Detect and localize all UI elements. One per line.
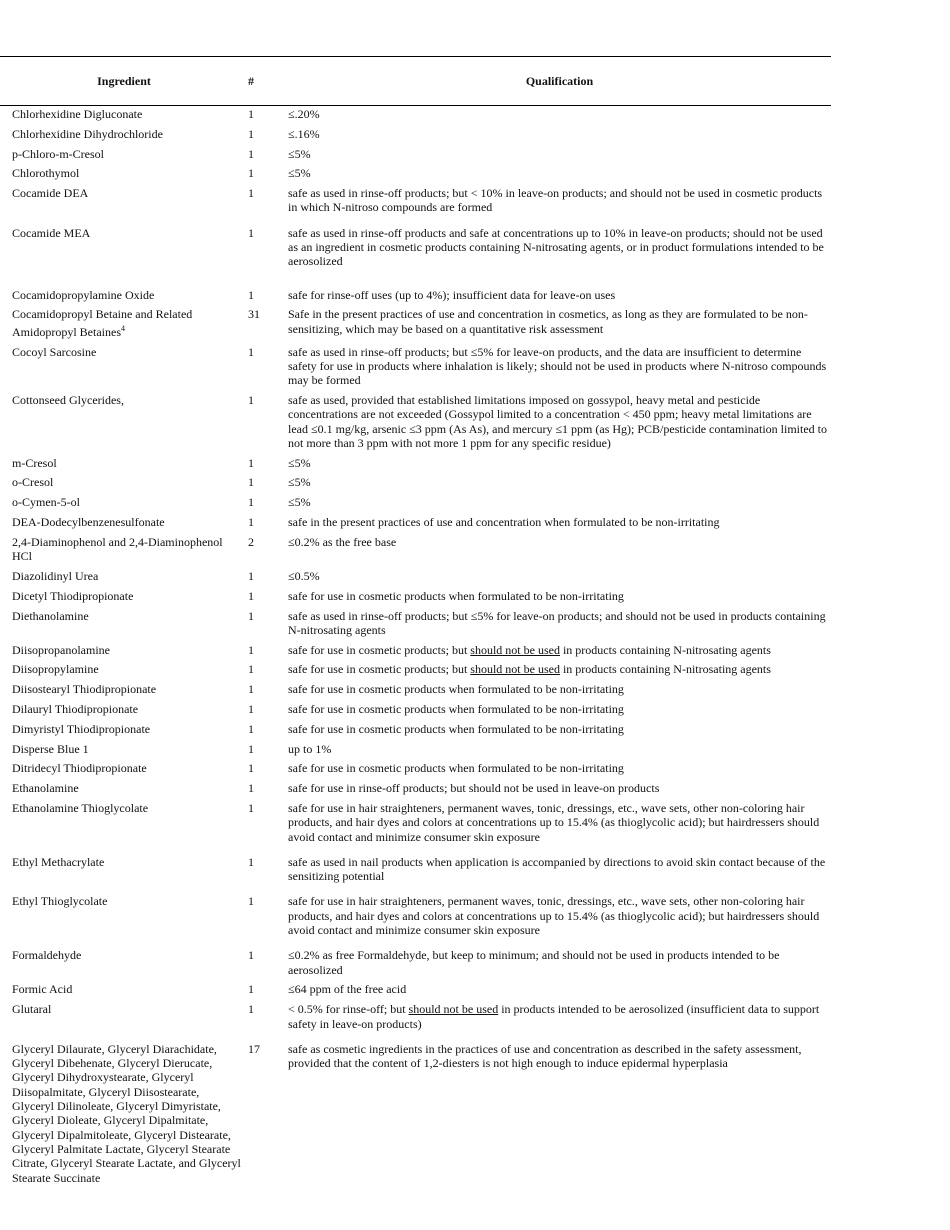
ingredient-name: Disperse Blue 1	[12, 741, 89, 756]
qualification-text: in products containing N-nitrosating agents	[559, 662, 771, 677]
qualification-cell: ≤0.2% as free Formaldehyde, but keep to minimum; and should not be used in products intended to be aerosolized	[288, 948, 780, 977]
qualification-cell	[288, 1001, 831, 1041]
qualification-cell: safe for use in cosmetic products when formulated to be non-irritating	[288, 721, 624, 736]
qualification-cell: safe as used in rinse-off products and safe at concentrations up to 10% in leave-on products; should not be used as an ingredient in cosmetic products containing N-nitrosating agents, or in product formulations intended to be aerosolized	[288, 225, 824, 269]
table-header	[0, 57, 831, 106]
table-row	[0, 800, 831, 854]
qualification-cell: safe for use in rinse-off products; but should not be used in leave-on products	[288, 781, 660, 796]
table-row	[0, 514, 831, 534]
header-row	[0, 57, 831, 106]
ingredient-name: o-Cresol	[12, 475, 54, 490]
number-cell: 1	[248, 455, 254, 470]
ingredient-name: Diisopropylamine	[12, 662, 99, 677]
qualification-cell: ≤5%	[288, 475, 311, 490]
ingredient-cell	[0, 534, 248, 568]
table-row	[0, 701, 831, 721]
ingredient-name: Glutaral	[12, 1002, 52, 1017]
qualification-cell: safe for use in cosmetic products when formulated to be non-irritating	[288, 761, 624, 776]
ingredient-name: Diisostearyl Thiodipropionate	[12, 682, 157, 697]
number-cell: 1	[248, 107, 254, 121]
qualification-cell: safe for use in hair straighteners, permanent waves, tonic, dressings, etc., wave sets, other non-coloring hair products, and hair dyes and colors at concentrations up to 15.4% (as thioglycolic acid); but hairdressers should avoid contact and minimize consumer skin exposure	[288, 894, 820, 938]
ingredient-cell	[0, 287, 248, 307]
number-cell: 1	[248, 702, 254, 716]
qualification-cell: safe as used in nail products when application is accompanied by directions to avoid skin contact because of the sensitizing potential	[288, 854, 826, 884]
table-body	[0, 106, 831, 1190]
table-row	[0, 474, 831, 494]
ingredient-cell	[0, 701, 248, 721]
ingredient-cell	[0, 185, 248, 225]
number-cell: 1	[248, 741, 254, 756]
number-cell: 1	[248, 568, 254, 583]
ingredient-cell	[0, 568, 248, 588]
qualification-text: safe for use in cosmetic products; but	[288, 662, 471, 677]
table-row	[0, 608, 831, 642]
ingredient-cell	[0, 981, 248, 1001]
ingredient-name: Dilauryl Thiodipropionate	[12, 702, 139, 716]
ingredient-cell	[0, 760, 248, 780]
ingredient-cell	[0, 947, 248, 981]
table-row	[0, 126, 831, 146]
number-cell: 1	[248, 392, 254, 407]
qualification-cell: ≤.16%	[288, 126, 320, 141]
ingredient-cell	[0, 455, 248, 475]
ingredient-cell	[0, 392, 248, 455]
ingredient-cell	[0, 741, 248, 761]
ingredient-name: Diisopropanolamine	[12, 642, 110, 657]
number-cell: 1	[248, 166, 254, 181]
number-cell: 1	[248, 948, 254, 963]
ingredient-name: Ethyl Thioglycolate	[12, 894, 108, 909]
number-cell: 1	[248, 186, 254, 201]
table-row	[0, 534, 831, 568]
ingredient-name: Ethanolamine	[12, 781, 79, 796]
table-row	[0, 721, 831, 741]
ingredient-name: p-Chloro-m-Cresol	[12, 146, 104, 161]
ingredient-cell	[0, 780, 248, 800]
number-cell: 1	[248, 608, 254, 623]
ingredient-cell	[0, 721, 248, 741]
table-row	[0, 893, 831, 947]
header-qualification: Qualification	[288, 57, 831, 106]
number-cell: 1	[248, 894, 254, 909]
qualification-cell: safe in the present practices of use and concentration when formulated to be non-irritating	[288, 515, 720, 530]
number-cell: 1	[248, 588, 254, 603]
table-row	[0, 1001, 831, 1041]
table-row	[0, 854, 831, 894]
table-row	[0, 760, 831, 780]
qualification-cell: up to 1%	[288, 741, 332, 756]
qualification-cell	[288, 642, 831, 662]
ingredient-qualification-table	[0, 56, 831, 1189]
ingredient-cell	[0, 514, 248, 534]
ingredient-cell	[0, 126, 248, 146]
ingredient-name: Dimyristyl Thiodipropionate	[12, 721, 151, 736]
number-cell: 1	[248, 800, 254, 815]
table-row	[0, 225, 831, 287]
qualification-cell: ≤5%	[288, 455, 311, 470]
table-row	[0, 392, 831, 455]
number-cell: 1	[248, 642, 254, 657]
number-cell: 1	[248, 1002, 254, 1017]
qualification-emphasis: should not be used	[470, 642, 560, 657]
qualification-cell: safe as used in rinse-off products; but < 10% in leave-on products; and should not be used in cosmetic products in which N-nitroso compounds are formed	[288, 186, 823, 215]
number-cell: 1	[248, 495, 254, 510]
ingredient-name: m-Cresol	[12, 455, 57, 470]
ingredient-cell	[0, 106, 248, 126]
table-row	[0, 306, 831, 343]
ingredient-cell	[0, 165, 248, 185]
number-cell: 1	[248, 126, 254, 141]
header-number: #	[248, 57, 288, 106]
number-cell: 1	[248, 682, 254, 697]
qualification-cell: ≤5%	[288, 166, 311, 181]
footnote-marker: 4	[120, 323, 125, 333]
qualification-cell: ≤0.2% as the free base	[288, 534, 397, 549]
ingredient-name: Chlorothymol	[12, 166, 80, 181]
ingredient-name: Formic Acid	[12, 982, 73, 997]
ingredient-name: Cocamide DEA	[12, 186, 89, 201]
qualification-text: safe for use in cosmetic products; but	[288, 642, 471, 657]
qualification-cell: ≤0.5%	[288, 568, 320, 583]
qualification-cell: safe for use in cosmetic products when formulated to be non-irritating	[288, 702, 624, 716]
qualification-cell	[288, 661, 831, 681]
ingredient-cell	[0, 344, 248, 392]
number-cell: 17	[248, 1041, 260, 1056]
ingredient-name: Formaldehyde	[12, 948, 82, 963]
ingredient-cell	[0, 225, 248, 287]
ingredient-cell	[0, 306, 248, 343]
qualification-emphasis: should not be used	[470, 662, 560, 677]
ingredient-name: Dicetyl Thiodipropionate	[12, 588, 134, 603]
qualification-cell: ≤.20%	[288, 107, 320, 121]
number-cell: 1	[248, 982, 254, 997]
number-cell: 1	[248, 515, 254, 530]
table-row	[0, 780, 831, 800]
ingredient-cell	[0, 474, 248, 494]
number-cell: 31	[248, 307, 260, 322]
number-cell: 1	[248, 781, 254, 796]
qualification-cell: safe as used, provided that established limitations imposed on gossypol, heavy metal and pesticide concentrations are not exceeded (Gossypol limited to a concentration < 450 ppm; heavy metal limitations are lead ≤0.1 mg/kg, arsenic ≤3 ppm (As As), and mercury ≤1 ppm (as Hg); PCB/pesticide contamination limited to not more than 3 ppm with not more 1 ppm for any specific residue)	[288, 392, 827, 450]
ingredient-name: Diethanolamine	[12, 608, 89, 623]
number-cell: 2	[248, 534, 254, 549]
ingredient-cell	[0, 1041, 248, 1189]
ingredient-cell	[0, 661, 248, 681]
table-row	[0, 146, 831, 166]
ingredient-name: o-Cymen-5-ol	[12, 495, 80, 510]
qualification-cell: Safe in the present practices of use and concentration in cosmetics, as long as they are formulated to be non-sensitizing, which may be based on a quantitative risk assessment	[288, 307, 808, 336]
qualification-text: in products containing N-nitrosating agents	[559, 642, 771, 657]
table-row	[0, 455, 831, 475]
qualification-cell: ≤5%	[288, 495, 311, 510]
number-cell: 1	[248, 662, 254, 677]
ingredient-cell	[0, 588, 248, 608]
table-row	[0, 681, 831, 701]
ingredient-name: Cocamidopropylamine Oxide	[12, 287, 155, 302]
qualification-cell: safe for use in cosmetic products when formulated to be non-irritating	[288, 682, 624, 697]
ingredient-name: Diazolidinyl Urea	[12, 568, 99, 583]
table-row	[0, 1041, 831, 1189]
qualification-table-page	[0, 56, 831, 1189]
table-row	[0, 185, 831, 225]
qualification-cell: safe as used in rinse-off products; but ≤5% for leave-on products, and the data are insufficient to determine safety for use in products where inhalation is likely; should not be used in products where N-nitroso compounds may be formed	[288, 344, 827, 388]
number-cell: 1	[248, 287, 254, 302]
qualification-cell: ≤64 ppm of the free acid	[288, 982, 407, 997]
qualification-cell: safe for use in hair straighteners, permanent waves, tonic, dressings, etc., wave sets, other non-coloring hair products, and hair dyes and colors at concentrations up to 15.4% (as thioglycolic acid); but hairdressers should avoid contact and minimize consumer skin exposure	[288, 800, 820, 844]
number-cell: 1	[248, 146, 254, 161]
ingredient-name: Ethyl Methacrylate	[12, 854, 105, 869]
ingredient-cell	[0, 146, 248, 166]
ingredient-cell	[0, 608, 248, 642]
number-cell: 1	[248, 344, 254, 359]
ingredient-name: DEA-Dodecylbenzenesulfonate	[12, 515, 165, 530]
ingredient-name: Ethanolamine Thioglycolate	[12, 800, 149, 815]
ingredient-cell	[0, 642, 248, 662]
header-ingredient: Ingredient	[0, 57, 248, 106]
number-cell: 1	[248, 225, 254, 240]
qualification-text: in products intended to be aerosolized (insufficient data to support safety in leave-on products)	[288, 1002, 820, 1031]
table-row	[0, 661, 831, 681]
qualification-emphasis: should not be used	[408, 1002, 499, 1017]
ingredient-name: 2,4-Diaminophenol and 2,4-Diaminophenol HCl	[12, 534, 223, 564]
ingredient-name: Chlorhexidine Digluconate	[12, 107, 143, 121]
table-row	[0, 568, 831, 588]
ingredient-cell	[0, 681, 248, 701]
ingredient-name: Cottonseed Glycerides,	[12, 392, 124, 407]
number-cell: 1	[248, 721, 254, 736]
ingredient-name: Chlorhexidine Dihydrochloride	[12, 126, 163, 141]
table-row	[0, 106, 831, 126]
ingredient-name: Cocoyl Sarcosine	[12, 344, 97, 359]
table-row	[0, 947, 831, 981]
ingredient-cell	[0, 800, 248, 854]
table-row	[0, 165, 831, 185]
ingredient-cell	[0, 893, 248, 947]
table-row	[0, 494, 831, 514]
qualification-cell: safe as cosmetic ingredients in the practices of use and concentration as described in the safety assessment, provided that the content of 1,2-diesters is not high enough to induce epidermal hyperplasia	[288, 1041, 802, 1071]
qualification-cell: safe for rinse-off uses (up to 4%); insufficient data for leave-on uses	[288, 287, 616, 302]
table-row	[0, 344, 831, 392]
table-row	[0, 981, 831, 1001]
table-row	[0, 741, 831, 761]
number-cell: 1	[248, 475, 254, 490]
table-row	[0, 588, 831, 608]
qualification-cell: safe as used in rinse-off products; but ≤5% for leave-on products; and should not be used in products containing N-nitrosating agents	[288, 608, 826, 637]
ingredient-cell	[0, 494, 248, 514]
ingredient-name: Glyceryl Dilaurate, Glyceryl Diarachidate, Glyceryl Dibehenate, Glyceryl Dierucate, Glyceryl Dihydroxystearate, Glyceryl Diisopalmitate, Glyceryl Diisostearate, Glyceryl Dilinoleate, Glyceryl Dimyristate, Glyceryl Dioleate, Glyceryl Dipalmitate, Glyceryl Dipalmitoleate, Glyceryl Distearate, Glyceryl Palmitate Lactate, Glyceryl Stearate Citrate, Glyceryl Stearate Lactate, and Glyceryl Stearate Succinate	[12, 1041, 241, 1185]
qualification-cell: ≤5%	[288, 146, 311, 161]
number-cell: 1	[248, 761, 254, 776]
ingredient-name: Cocamidopropyl Betaine and Related Amidopropyl Betaines	[12, 307, 193, 339]
ingredient-cell	[0, 854, 248, 894]
table-row	[0, 287, 831, 307]
number-cell: 1	[248, 854, 254, 869]
ingredient-name: Cocamide MEA	[12, 225, 91, 240]
qualification-cell: safe for use in cosmetic products when formulated to be non-irritating	[288, 588, 624, 603]
qualification-text: < 0.5% for rinse-off; but	[288, 1002, 409, 1017]
ingredient-name: Ditridecyl Thiodipropionate	[12, 761, 147, 776]
table-row	[0, 642, 831, 662]
ingredient-cell	[0, 1001, 248, 1041]
